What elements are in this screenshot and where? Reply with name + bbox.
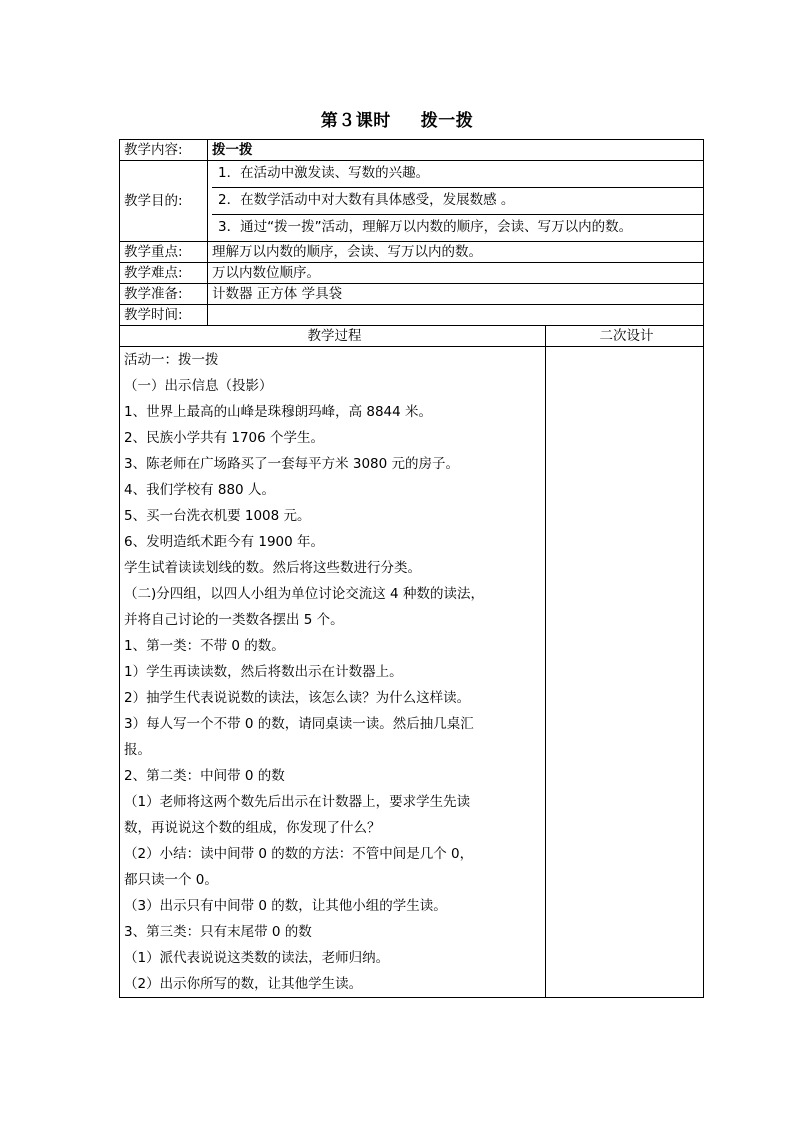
- row-goals: [120, 161, 704, 242]
- goal-item: 3．通过“拨一拨”活动，理解万以内数的顺序，会读、写万以内的数。: [212, 214, 703, 241]
- row-preparation: [120, 284, 704, 305]
- process-line: 4、我们学校有 880 人。: [124, 482, 275, 498]
- row-process: [120, 347, 704, 998]
- key-point-label: 教学重点:: [120, 242, 208, 263]
- process-line: 报。: [124, 742, 151, 758]
- process-line: 学生试着读读划线的数。然后将这些数进行分类。: [124, 560, 421, 576]
- process-line: （3）出示只有中间带 0 的数，让其他小组的学生读。: [124, 898, 447, 914]
- content-value: 拨一拨: [208, 140, 704, 161]
- second-design-header: 二次设计: [546, 326, 704, 347]
- goal-item: 1．在活动中激发读、写数的兴趣。: [218, 165, 430, 181]
- process-line: 1、世界上最高的山峰是珠穆朗玛峰，高 8844 米。: [124, 404, 433, 420]
- process-line: 5、买一台洗衣机要 1008 元。: [124, 508, 311, 524]
- process-line: 活动一：拨一拨: [124, 352, 219, 368]
- preparation-label: 教学准备:: [120, 284, 208, 305]
- difficult-point-label: 教学难点:: [120, 263, 208, 284]
- process-line: （一）出示信息（投影）: [124, 378, 273, 394]
- lesson-plan-table: [119, 139, 704, 998]
- lesson-name: 拨一拨: [420, 111, 474, 131]
- process-line: 2）抽学生代表说说数的读法，该怎么读？为什么这样读。: [124, 690, 471, 706]
- second-design-cell: [546, 347, 704, 998]
- goals-label: 教学目的:: [120, 161, 208, 242]
- process-line: 1）学生再读读数，然后将数出示在计数器上。: [124, 664, 403, 680]
- row-headers: [120, 326, 704, 347]
- row-difficult-point: [120, 263, 704, 284]
- process-line: 数，再说说这个数的组成，你发现了什么？: [124, 820, 381, 836]
- row-content: [120, 140, 704, 161]
- process-header: 教学过程: [120, 326, 546, 347]
- time-value: [208, 305, 704, 326]
- process-line: （2）出示你所写的数，让其他学生读。: [124, 976, 363, 992]
- process-cell: [120, 347, 546, 998]
- process-line: （2）小结：读中间带 0 的数的方法：不管中间是几个 0，: [124, 846, 474, 862]
- process-line: 都只读一个 0。: [124, 872, 218, 888]
- process-line: 3、陈老师在广场路买了一套每平方米 3080 元的房子。: [124, 456, 460, 472]
- key-point-value: 理解万以内数的顺序，会读、写万以内的数。: [208, 242, 704, 263]
- process-line: 3）每人写一个不带 0 的数，请同桌读一读。然后抽几桌汇: [124, 716, 474, 732]
- process-line: （二)分四组，以四人小组为单位讨论交流这 4 种数的读法，: [124, 586, 484, 602]
- difficult-point-value: 万以内数位顺序。: [208, 263, 704, 284]
- row-key-point: [120, 242, 704, 263]
- row-time: [120, 305, 704, 326]
- preparation-value: 计数器 正方体 学具袋: [208, 284, 704, 305]
- lesson-number: 第３课时: [320, 111, 391, 131]
- process-line: 6、发明造纸术距今有 1900 年。: [124, 534, 325, 550]
- process-line: 3、第三类：只有末尾带 0 的数: [124, 924, 312, 940]
- goals-cell: [208, 161, 704, 242]
- page-title: [0, 106, 794, 131]
- process-line: 并将自己讨论的一类数各摆出 5 个。: [124, 612, 344, 628]
- process-line: 1、第一类：不带 0 的数。: [124, 638, 285, 654]
- process-line: （1）派代表说说这类数的读法，老师归纳。: [124, 950, 390, 966]
- process-line: 2、第二类：中间带 0 的数: [124, 768, 285, 784]
- goal-item: 2．在数学活动中对大数有具体感受，发展数感 。: [212, 187, 703, 214]
- time-label: 教学时间:: [120, 305, 208, 326]
- process-line: 2、民族小学共有 1706 个学生。: [124, 430, 325, 446]
- process-line: （1）老师将这两个数先后出示在计数器上，要求学生先读: [124, 794, 471, 810]
- content-label: 教学内容:: [120, 140, 208, 161]
